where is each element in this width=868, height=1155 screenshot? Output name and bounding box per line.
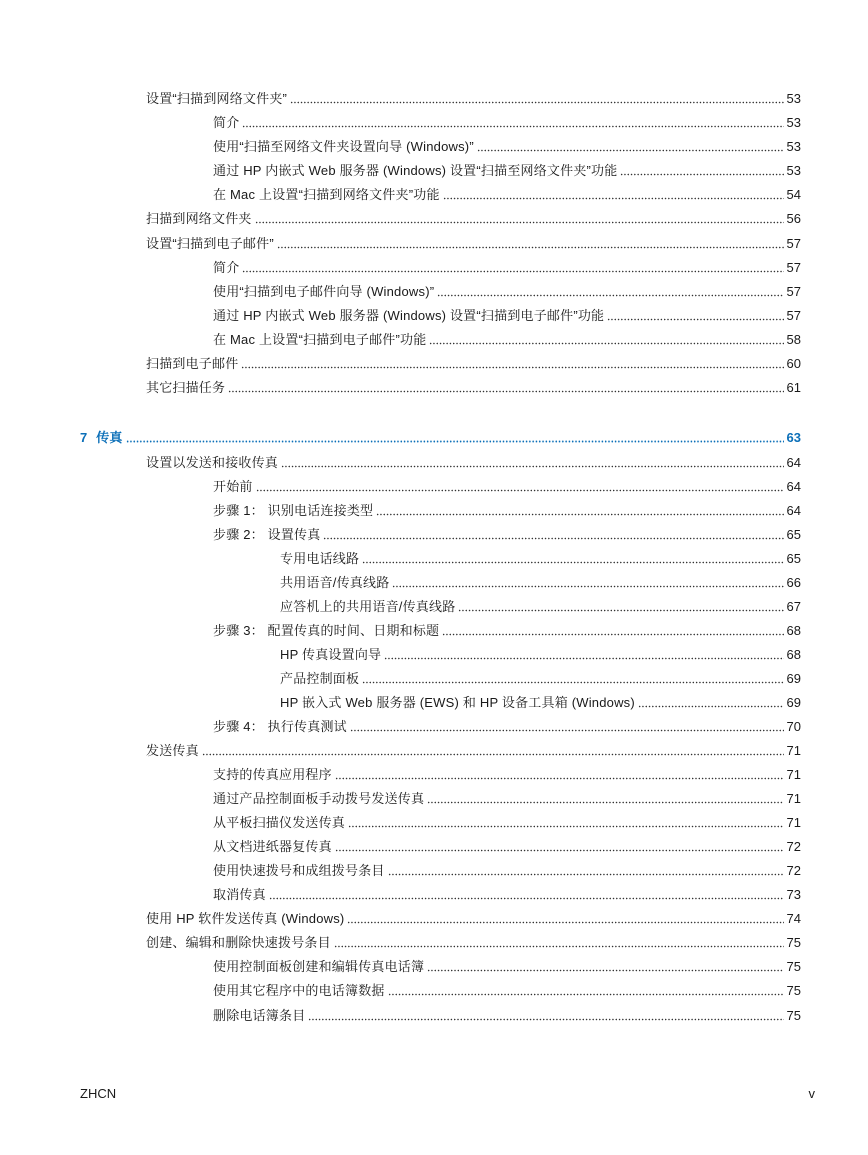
toc-dot-leader [335, 841, 784, 852]
toc-entry-title: 专用电话线路 [280, 551, 360, 566]
toc-entry-title: 使用控制面板创建和编辑传真电话簿 [213, 959, 425, 974]
toc-entry-link[interactable] [213, 161, 801, 179]
toc-dot-leader [477, 141, 784, 152]
toc-entry-title: 使用其它程序中的电话簿数据 [213, 983, 385, 998]
toc-page-number: 56 [786, 211, 801, 226]
toc-entry-title: 设置“扫描到电子邮件” [146, 236, 274, 251]
toc-page-number: 53 [786, 139, 801, 154]
toc-entry-title: 从平板扫描仪发送传真 [213, 815, 346, 830]
toc-page-number: 53 [786, 91, 801, 106]
toc-dot-leader [126, 432, 784, 443]
toc-entry-title: 其它扫描任务 [146, 380, 226, 395]
toc-entry-link[interactable] [213, 861, 801, 879]
toc-dot-leader [241, 358, 783, 369]
toc-dot-leader [607, 310, 783, 321]
toc-dot-leader [350, 721, 784, 732]
toc-entry-title: 步骤 2： 设置传真 [213, 527, 321, 542]
toc-entry-link[interactable] [280, 669, 801, 687]
toc-entry-link[interactable] [213, 789, 801, 807]
toc-entry-link[interactable] [146, 933, 801, 951]
toc-chapter-number: 7 [80, 430, 88, 445]
toc-dot-leader [277, 238, 784, 249]
toc-entry-title: 发送传真 [146, 743, 199, 758]
toc-page-number: 58 [786, 332, 801, 347]
toc-page-number: 64 [786, 455, 801, 470]
toc-entry-title: 使用 HP 软件发送传真 (Windows) [146, 911, 345, 926]
toc-entry-link[interactable] [146, 378, 801, 396]
toc-entry-link[interactable] [213, 330, 801, 348]
toc-page-number: 72 [786, 863, 801, 878]
toc-entry-link[interactable] [213, 765, 801, 783]
toc-dot-leader [392, 577, 783, 588]
toc-entry-title: 应答机上的共用语音/传真线路 [280, 599, 456, 614]
toc-chapter-link[interactable] [80, 428, 801, 446]
toc-entry-title: 取消传真 [213, 887, 266, 902]
toc-dot-leader [388, 865, 784, 876]
toc-dot-leader [202, 745, 784, 756]
toc-entry-title: 通过 HP 内嵌式 Web 服务器 (Windows) 设置“扫描到电子邮件”功能 [213, 308, 605, 323]
toc-page-number: 67 [786, 599, 801, 614]
toc-entry-link[interactable] [146, 89, 801, 107]
toc-entry-title: 简介 [213, 260, 240, 275]
toc-entry-title: 共用语音/传真线路 [280, 575, 390, 590]
toc-entry-title: 使用快速拨号和成组拨号条目 [213, 863, 385, 878]
toc-page-number: 71 [786, 815, 801, 830]
toc-dot-leader [384, 649, 783, 660]
toc-entry-title: 设置以发送和接收传真 [146, 455, 279, 470]
toc-entry-link[interactable] [213, 525, 801, 543]
toc-page-number: 65 [786, 527, 801, 542]
toc-page-number: 71 [786, 743, 801, 758]
toc-dot-leader [442, 625, 783, 636]
toc-entry-link[interactable] [280, 549, 801, 567]
toc-entry-title: HP 嵌入式 Web 服务器 (EWS) 和 HP 设备工具箱 (Windows) [280, 695, 635, 710]
toc-dot-leader [362, 673, 783, 684]
toc-entry-link[interactable] [213, 258, 801, 276]
toc-page-number: 75 [786, 935, 801, 950]
toc-page-number: 71 [786, 791, 801, 806]
toc-dot-leader [362, 553, 783, 564]
toc-entry-link[interactable] [146, 909, 801, 927]
toc-page-number: 72 [786, 839, 801, 854]
toc-entry-link[interactable] [213, 837, 801, 855]
toc-entry-title: 步骤 4： 执行传真测试 [213, 719, 347, 734]
toc-dot-leader [323, 529, 783, 540]
toc-entry-link[interactable] [280, 597, 801, 615]
toc-dot-leader [348, 817, 784, 828]
toc-dot-leader [347, 913, 783, 924]
toc-page-number: 68 [786, 623, 801, 638]
toc-entry-title: 通过产品控制面板手动拨号发送传真 [213, 791, 425, 806]
toc-entry-title: 设置“扫描到网络文件夹” [146, 91, 288, 106]
toc-entry-title: 步骤 1： 识别电话连接类型 [213, 503, 374, 518]
toc-dot-leader [429, 334, 783, 345]
toc-entry-link[interactable] [280, 573, 801, 591]
toc-entry-title: 简介 [213, 115, 240, 130]
toc-page-number: 64 [786, 503, 801, 518]
toc-page-number: 57 [786, 284, 801, 299]
toc-page-number: 74 [786, 911, 801, 926]
toc-page-number: 69 [786, 695, 801, 710]
toc-dot-leader [281, 457, 784, 468]
toc-dot-leader [376, 505, 783, 516]
toc-entry-link[interactable] [213, 717, 801, 735]
toc-entry-title: 通过 HP 内嵌式 Web 服务器 (Windows) 设置“扫描至网络文件夹”功能 [213, 163, 618, 178]
toc-entry-link[interactable] [213, 1006, 801, 1024]
toc-page-number: 64 [786, 479, 801, 494]
toc-page-number: 53 [786, 163, 801, 178]
toc-entry-title: HP 传真设置向导 [280, 647, 382, 662]
toc-entry-link[interactable] [213, 477, 801, 495]
toc-dot-leader [256, 481, 784, 492]
toc-entry-title: 删除电话簿条目 [213, 1008, 306, 1023]
toc-page-number: 75 [786, 1008, 801, 1023]
toc-dot-leader [308, 1010, 783, 1021]
toc-page-number: 75 [786, 983, 801, 998]
toc-entry-link[interactable] [213, 501, 801, 519]
toc-page-number: 57 [786, 260, 801, 275]
toc-entry-title: 传真 [96, 430, 123, 445]
toc-entry-link[interactable] [213, 137, 801, 155]
toc-page-number: 71 [786, 767, 801, 782]
toc-dot-leader [458, 601, 783, 612]
toc-page-number: 70 [786, 719, 801, 734]
toc-entry-title: 步骤 3： 配置传真的时间、日期和标题 [213, 623, 440, 638]
toc-dot-leader [427, 961, 783, 972]
toc-entry-link[interactable] [280, 693, 801, 711]
toc-dot-leader [388, 985, 784, 996]
toc-entry-link[interactable] [213, 885, 801, 903]
toc-page-number: 57 [786, 236, 801, 251]
toc-entry-link[interactable] [213, 621, 801, 639]
toc-entry-title: 产品控制面板 [280, 671, 360, 686]
toc-dot-leader [437, 286, 783, 297]
toc-entry-title: 使用“扫描至网络文件夹设置向导 (Windows)” [213, 139, 474, 154]
toc-page-number: 65 [786, 551, 801, 566]
toc-entry-link[interactable] [146, 234, 801, 252]
toc-entry-link[interactable] [213, 981, 801, 999]
toc-dot-leader [620, 165, 783, 176]
toc-dot-leader [334, 937, 784, 948]
toc-entry-link[interactable] [213, 185, 801, 203]
toc-entry-link[interactable] [280, 645, 801, 663]
toc-page-number: 57 [786, 308, 801, 323]
toc-entry-title: 使用“扫描到电子邮件向导 (Windows)” [213, 284, 435, 299]
footer-page-number: v [808, 1086, 815, 1101]
toc-entry-title: 在 Mac 上设置“扫描到电子邮件”功能 [213, 332, 427, 347]
toc-dot-leader [638, 697, 784, 708]
toc-page-number: 68 [786, 647, 801, 662]
toc-page-number: 73 [786, 887, 801, 902]
toc-entry-title: 从文档进纸器复传真 [213, 839, 332, 854]
toc-entry-title: 创建、编辑和删除快速拨号条目 [146, 935, 331, 950]
toc-page-number: 53 [786, 115, 801, 130]
toc-entry-link[interactable] [146, 741, 801, 759]
toc-entry-link[interactable] [146, 354, 801, 372]
footer-locale-code: ZHCN [80, 1086, 117, 1101]
toc-entry-link[interactable] [213, 113, 801, 131]
toc-entry-title: 支持的传真应用程序 [213, 767, 332, 782]
toc-dot-leader [255, 213, 784, 224]
toc-dot-leader [335, 769, 784, 780]
toc-page-number: 61 [786, 380, 801, 395]
toc-page-number: 66 [786, 575, 801, 590]
toc-dot-leader [242, 117, 783, 128]
toc-page-number: 75 [786, 959, 801, 974]
toc-entry-title: 在 Mac 上设置“扫描到网络文件夹”功能 [213, 187, 440, 202]
toc-page-number: 60 [786, 356, 801, 371]
toc-dot-leader [242, 262, 783, 273]
toc-entry-link[interactable] [146, 209, 801, 227]
toc-entry-title: 扫描到电子邮件 [146, 356, 239, 371]
toc-dot-leader [228, 382, 783, 393]
toc-dot-leader [427, 793, 783, 804]
toc-page-number: 69 [786, 671, 801, 686]
toc-entry-title: 开始前 [213, 479, 253, 494]
toc-entry-link[interactable] [213, 813, 801, 831]
toc-entry-link[interactable] [213, 306, 801, 324]
toc-dot-leader [443, 189, 784, 200]
toc-entry-link[interactable] [213, 957, 801, 975]
toc-entry-title: 扫描到网络文件夹 [146, 211, 252, 226]
toc-page-number: 54 [786, 187, 801, 202]
toc-dot-leader [290, 93, 783, 104]
toc-entry-link[interactable] [213, 282, 801, 300]
toc-entry-link[interactable] [146, 453, 801, 471]
toc-dot-leader [269, 889, 784, 900]
toc-page-number: 63 [786, 430, 801, 445]
